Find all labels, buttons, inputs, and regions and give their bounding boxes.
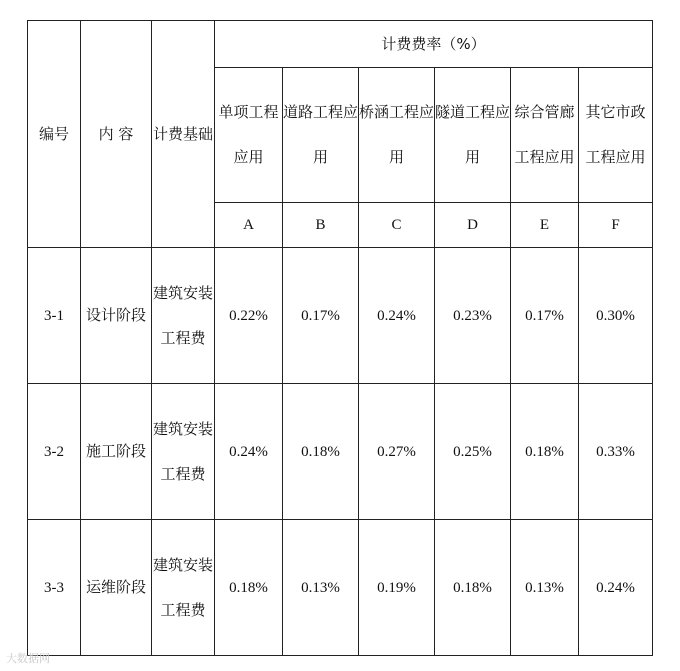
rate-cell: 0.18% (511, 384, 579, 520)
rate-col-letter: B (283, 203, 359, 248)
rate-cell: 0.18% (435, 520, 511, 656)
rate-cell: 0.33% (579, 384, 653, 520)
rate-cell: 0.24% (359, 248, 435, 384)
rate-col-label: 单项工程应用 (215, 68, 283, 203)
rate-cell: 0.30% (579, 248, 653, 384)
rate-cell: 0.24% (215, 384, 283, 520)
rate-col-label: 桥涵工程应用 (359, 68, 435, 203)
row-basis: 建筑安装工程费 (152, 384, 215, 520)
rate-col-letter: C (359, 203, 435, 248)
row-content: 施工阶段 (81, 384, 152, 520)
header-content: 内 容 (81, 21, 152, 248)
rate-cell: 0.13% (511, 520, 579, 656)
rate-cell: 0.18% (283, 384, 359, 520)
rate-col-label: 道路工程应用 (283, 68, 359, 203)
rate-col-label: 隧道工程应用 (435, 68, 511, 203)
rate-cell: 0.19% (359, 520, 435, 656)
rate-col-letter: E (511, 203, 579, 248)
watermark: 大数据网 (6, 652, 50, 665)
rate-cell: 0.13% (283, 520, 359, 656)
rate-col-letter: D (435, 203, 511, 248)
rate-cell: 0.17% (283, 248, 359, 384)
rate-col-letter: F (579, 203, 653, 248)
header-basis: 计费基础 (152, 21, 215, 248)
rate-cell: 0.27% (359, 384, 435, 520)
row-no: 3-2 (28, 384, 81, 520)
rate-col-label: 其它市政工程应用 (579, 68, 653, 203)
row-no: 3-3 (28, 520, 81, 656)
rate-cell: 0.22% (215, 248, 283, 384)
fee-rate-table (27, 20, 653, 656)
row-no: 3-1 (28, 248, 81, 384)
header-no: 编号 (28, 21, 81, 248)
rate-cell: 0.17% (511, 248, 579, 384)
table-row (28, 384, 653, 520)
rate-cell: 0.23% (435, 248, 511, 384)
header-rate-group: 计费费率（%） (215, 21, 653, 68)
rate-cell: 0.18% (215, 520, 283, 656)
row-content: 运维阶段 (81, 520, 152, 656)
rate-cell: 0.24% (579, 520, 653, 656)
row-content: 设计阶段 (81, 248, 152, 384)
rate-col-letter: A (215, 203, 283, 248)
table-row (28, 520, 653, 656)
row-basis: 建筑安装工程费 (152, 520, 215, 656)
row-basis: 建筑安装工程费 (152, 248, 215, 384)
table-row (28, 248, 653, 384)
rate-col-label: 综合管廊工程应用 (511, 68, 579, 203)
rate-cell: 0.25% (435, 384, 511, 520)
